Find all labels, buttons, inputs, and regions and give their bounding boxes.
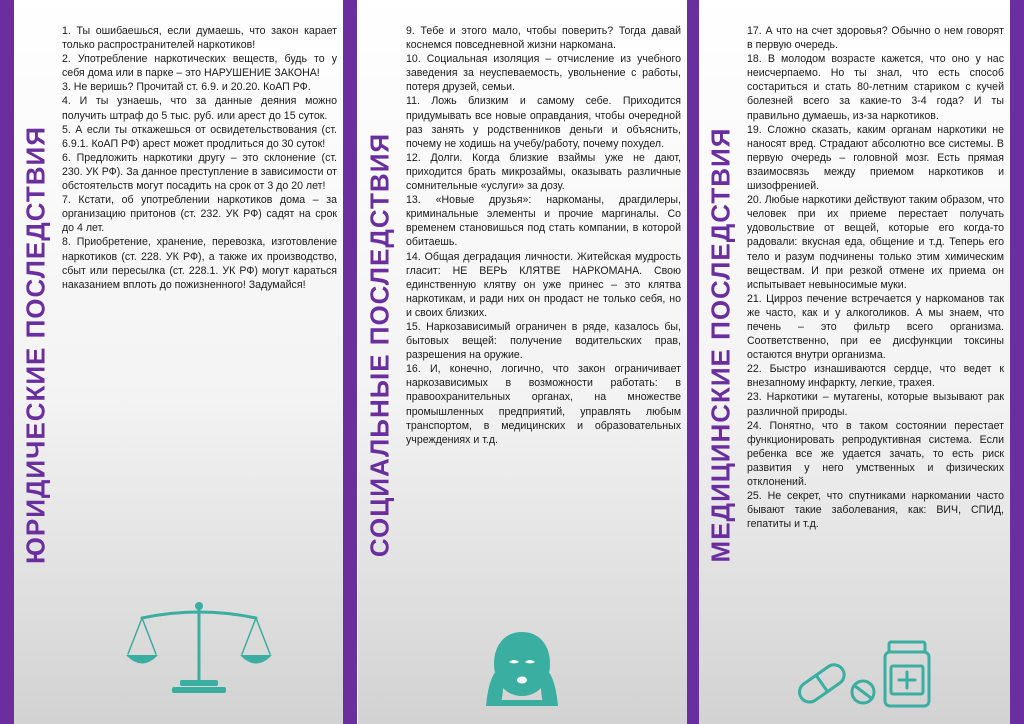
paragraph: 20. Любые наркотики действуют таким образом, что человек при их приеме перестает получать удовольствие от вещей, которые его когда-то радовали: вкусная еда, общение и т.д. Теперь его тело и разум подчинены только этим химическим веществам. И при резкой отмене их приема он испытывает невыносимые муки. — [747, 194, 1004, 291]
paragraph: 10. Социальная изоляция – отчисление из учебного заведения за неуспеваемость, увольнение с работы, потеря друзей, семьи. — [406, 53, 681, 94]
panel-title: СОЦИАЛЬНЫЕ ПОСЛЕДСТВИЯ — [364, 132, 395, 558]
panel-text — [406, 24, 681, 447]
paragraph: 14. Общая деградация личности. Житейская мудрость гласит: НЕ ВЕРЬ КЛЯТВЕ НАРКОМАНА. Свою единственную клятву он уже принес – это клятва наркотикам, и ради них он продаст не только себя, но и своих близких. — [406, 250, 681, 319]
paragraph: 21. Цирроз печение встречается у наркоманов так же часто, как и у алкоголиков. А мы знаем, что печень – это фильтр всего организма. Соответственно, при ее дисфункции токсины остаются внутри организма. — [747, 292, 1004, 362]
pills-and-bottle-icon — [791, 638, 951, 710]
paragraph: 6. Предложить наркотики другу – это склонение (ст. 230. УК РФ). За данное преступление в зависимости от обстоятельств могут посадить на срок от 3 до 20 лет! — [62, 151, 337, 193]
title-band — [358, 0, 402, 724]
paragraph: 7. Кстати, об употреблении наркотиков дома – за организацию притонов (ст. 232. УК РФ) садят на срок до 4 лет. — [62, 194, 337, 235]
divider-stripe-1 — [343, 0, 357, 724]
paragraph: 22. Быстро изнашиваются сердце, что ведет к внезапному инфаркту, легкие, трахея. — [747, 363, 1004, 390]
paragraph: 23. Наркотики – мутагены, которые вызывают рак различной природы. — [747, 391, 1004, 418]
paragraph: 25. Не секрет, что спутниками наркомании часто бывают такие заболевания, как: ВИЧ, СПИД, гепатиты и т.д. — [747, 490, 1004, 531]
paragraph: 9. Тебе и этого мало, чтобы поверить? Тогда давай коснемся повседневной жизни наркомана. — [406, 25, 681, 52]
panel-text — [747, 24, 1004, 531]
paragraph: 1. Ты ошибаешься, если думаешь, что закон карает только распространителей наркотиков! — [62, 25, 337, 52]
paragraph: 12. Долги. Когда близкие взаймы уже не дают, приходится брать микрозаймы, оказывать различные сомнительные «услуги» за дозу. — [406, 151, 681, 193]
panel-title: ЮРИДИЧЕСКИЕ ПОСЛЕДСТВИЯ — [20, 126, 51, 564]
panel-title: МЕДИЦИНСКИЕ ПОСЛЕДСТВИЯ — [705, 127, 736, 563]
paragraph: 4. И ты узнаешь, что за данные деяния можно получить штраф до 5 тыс. руб. или арест до 15 суток. — [62, 95, 337, 122]
panel-legal — [14, 0, 343, 724]
right-edge-stripe — [1010, 0, 1024, 724]
panel-text — [62, 24, 337, 292]
panel-medical — [699, 0, 1010, 724]
paragraph: 18. В молодом возрасте кажется, что оно у нас неисчерпаемо. Но ты знал, что есть способ состариться и стать 80-летним стариком с кучей болезней всего за какие-то 3-4 года? И ты правильно думаешь, из-за наркотиков. — [747, 53, 1004, 122]
title-band — [14, 0, 58, 724]
paragraph: 24. Понятно, что в таком состоянии перестает функционировать репродуктивная система. Если ребенка все же удается зачать, то есть риск развития у него умственных и физических отклонений. — [747, 419, 1004, 488]
head-in-hands-icon — [482, 628, 562, 706]
paragraph: 8. Приобретение, хранение, перевозка, изготовление наркотиков (ст. 228. УК РФ), а также их производство, сбыт или пересылка (ст. 228.1. УК РФ) могут караться наказанием вплоть до пожизненного! Задумайся! — [62, 236, 337, 291]
paragraph: 15. Наркозависимый ограничен в ряде, казалось бы, бытовых вещей: получение водительских прав, разрешения на оружие. — [406, 320, 681, 362]
paragraph: 3. Не веришь? Прочитай ст. 6.9. и 20.20. КоАП РФ. — [62, 81, 311, 94]
scales-icon — [124, 600, 274, 696]
title-band — [699, 0, 743, 724]
paragraph: 13. «Новые друзья»: наркоманы, драгдилеры, криминальные элементы и прочие маргиналы. Со временем становишься под стать компании, в которой обитаешь. — [406, 194, 681, 249]
paragraph: 2. Употребление наркотических веществ, будь то у себя дома или в парке – это НАРУШЕНИЕ ЗАКОНА! — [62, 53, 337, 80]
paragraph: 16. И, конечно, логично, что закон ограничивает наркозависимых в возможности работать: в правоохранительных органах, на множестве промышленных предприятий, управлять любым транспортом, в медицинских и образовательных учреждениях и т.д. — [406, 363, 681, 446]
paragraph: 19. Сложно сказать, каким органам наркотики не наносят вред. Страдают абсолютно все системы. В первую очередь – головной мозг. Есть прямая взаимосвязь между приемом наркотиков и шизофренией. — [747, 123, 1004, 193]
panel-social — [358, 0, 687, 724]
paragraph: 5. А если ты откажешься от освидетельствования (ст. 6.9.1. КоАП РФ) арест может продлиться до 30 суток! — [62, 123, 337, 150]
paragraph: 17. А что на счет здоровья? Обычно о нем говорят в первую очередь. — [747, 25, 1004, 52]
left-edge-stripe — [0, 0, 14, 724]
divider-stripe-2 — [685, 0, 699, 724]
paragraph: 11. Ложь близким и самому себе. Приходится придумывать все новые оправдания, чтобы очередной раз занять у родственников деньги и объяснить, почему не ходишь на учебу/работу, почему похудел. — [406, 95, 681, 150]
